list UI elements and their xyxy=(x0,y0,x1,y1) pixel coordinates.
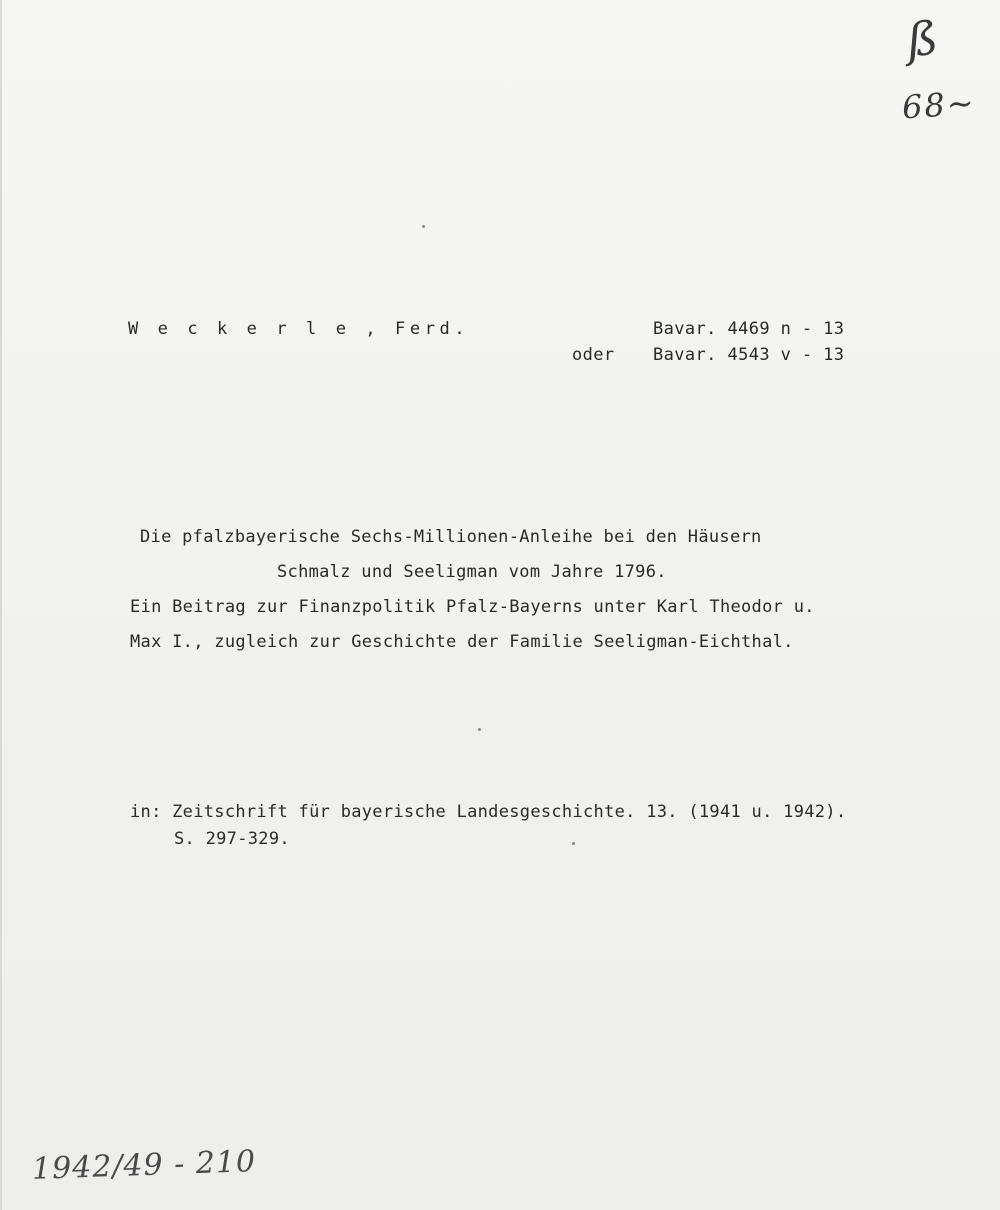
paper-speck xyxy=(478,728,481,731)
author-name: W e c k e r l e , Ferd. xyxy=(128,319,470,339)
title-line-4: Max I., zugleich zur Geschichte der Familie Seeligman-Eichthal. xyxy=(130,632,794,652)
source-citation-line-1: in: Zeitschrift für bayerische Landesgeschichte. 13. (1941 u. 1942). xyxy=(130,802,847,822)
handwritten-accession-number: 1942/49 - 210 xyxy=(31,1144,257,1187)
shelfmark-alternative: Bavar. 4543 v - 13 xyxy=(653,345,845,365)
title-line-1: Die pfalzbayerische Sechs-Millionen-Anleihe bei den Häusern xyxy=(140,527,762,547)
handwritten-number-top-right: 68~ xyxy=(900,83,977,127)
shelfmark-primary: Bavar. 4469 n - 13 xyxy=(653,319,845,339)
title-line-3: Ein Beitrag zur Finanzpolitik Pfalz-Bayerns unter Karl Theodor u. xyxy=(130,597,815,617)
shelfmark-alternative-label: oder xyxy=(572,345,615,365)
paper-speck xyxy=(572,842,575,845)
handwritten-mark-top-right: ß xyxy=(904,10,941,68)
paper-speck xyxy=(422,225,425,228)
source-citation-line-2: S. 297-329. xyxy=(174,829,290,849)
title-line-2: Schmalz und Seeligman vom Jahre 1796. xyxy=(277,562,667,582)
